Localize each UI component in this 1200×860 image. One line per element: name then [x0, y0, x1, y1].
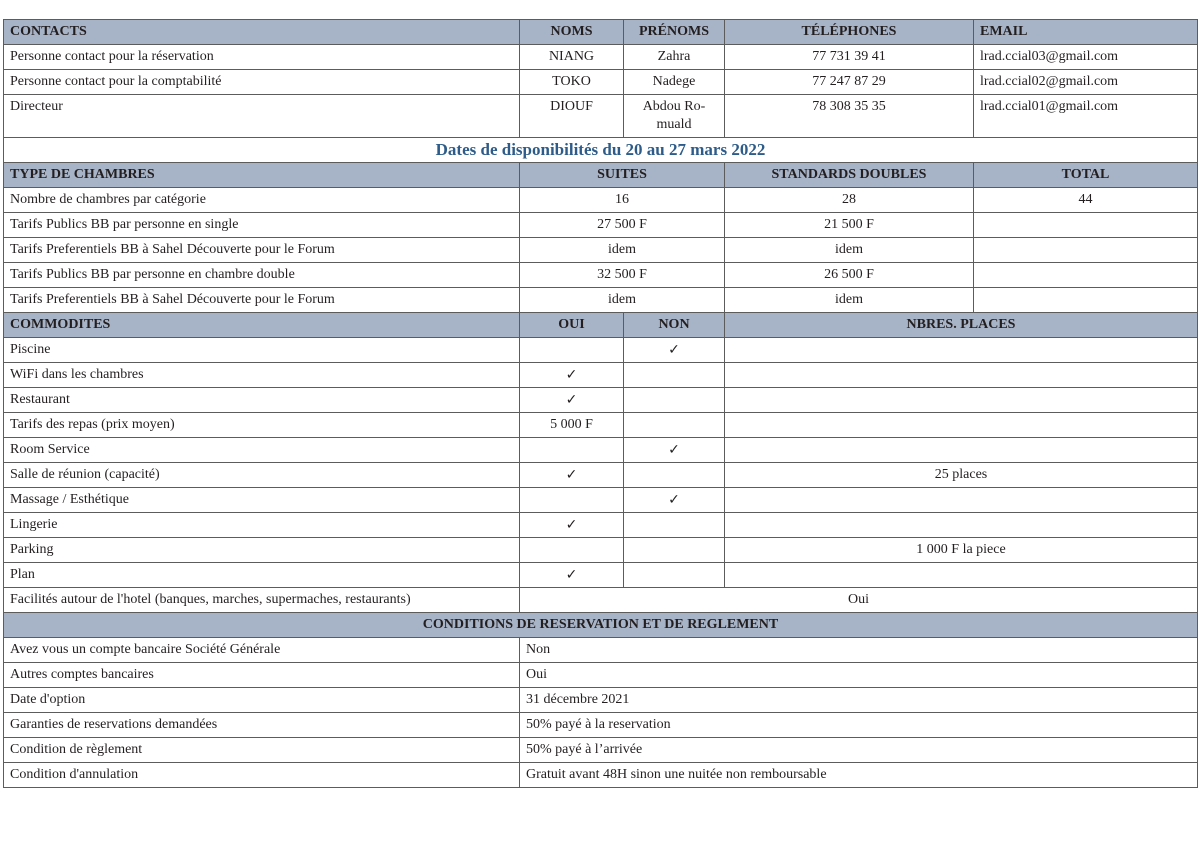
amenity-non: ✓ — [624, 338, 725, 363]
amenity-row — [4, 463, 1198, 488]
room-suites: 16 — [520, 188, 725, 213]
amenity-non — [624, 388, 725, 413]
contact-nom: TOKO — [520, 70, 624, 95]
condition-label: Condition d'annulation — [4, 763, 520, 788]
amenity-non — [624, 513, 725, 538]
condition-value: 50% payé à l’arrivée — [520, 738, 1198, 763]
amenity-places: 1 000 F la piece — [725, 538, 1198, 563]
suites-header: SUITES — [520, 163, 725, 188]
room-row — [4, 188, 1198, 213]
amenity-places — [725, 363, 1198, 388]
room-label: Tarifs Preferentiels BB à Sahel Découverte pour le Forum — [4, 238, 520, 263]
condition-label: Condition de règlement — [4, 738, 520, 763]
places-header: NBRES. PLACES — [725, 313, 1198, 338]
amenity-non — [624, 563, 725, 588]
noms-header: NOMS — [520, 20, 624, 45]
amenity-non — [624, 363, 725, 388]
amenity-label: Piscine — [4, 338, 520, 363]
amenity-row — [4, 538, 1198, 563]
contact-phone: 77 247 87 29 — [725, 70, 974, 95]
room-type-header: TYPE DE CHAMBRES — [4, 163, 520, 188]
contact-row — [4, 45, 1198, 70]
condition-row — [4, 638, 1198, 663]
amenity-oui: ✓ — [520, 463, 624, 488]
amenity-label: Tarifs des repas (prix moyen) — [4, 413, 520, 438]
amenity-row — [4, 338, 1198, 363]
room-standards: 26 500 F — [725, 263, 974, 288]
contact-row — [4, 95, 1198, 138]
condition-value: 31 décembre 2021 — [520, 688, 1198, 713]
amenity-label: Salle de réunion (capacité) — [4, 463, 520, 488]
room-label: Nombre de chambres par catégorie — [4, 188, 520, 213]
room-row — [4, 263, 1198, 288]
condition-label: Autres comptes bancaires — [4, 663, 520, 688]
contact-role: Personne contact pour la comptabilité — [4, 70, 520, 95]
condition-value: Non — [520, 638, 1198, 663]
availability-title: Dates de disponibilités du 20 au 27 mars 2022 — [4, 138, 1198, 163]
amenity-label: Lingerie — [4, 513, 520, 538]
contact-phone: 77 731 39 41 — [725, 45, 974, 70]
amenity-oui — [520, 338, 624, 363]
room-standards: idem — [725, 288, 974, 313]
condition-label: Avez vous un compte bancaire Société Générale — [4, 638, 520, 663]
room-total: 44 — [974, 188, 1198, 213]
amenity-non — [624, 538, 725, 563]
amenity-places — [725, 438, 1198, 463]
amenity-label: Massage / Esthétique — [4, 488, 520, 513]
contact-row — [4, 70, 1198, 95]
amenity-non: ✓ — [624, 488, 725, 513]
amenity-oui: ✓ — [520, 363, 624, 388]
total-header: TOTAL — [974, 163, 1198, 188]
amenity-row — [4, 488, 1198, 513]
amenity-places — [725, 488, 1198, 513]
room-suites: idem — [520, 288, 725, 313]
room-row — [4, 238, 1198, 263]
conditions-header: CONDITIONS DE RESERVATION ET DE REGLEMENT — [4, 613, 1198, 638]
amenity-row — [4, 413, 1198, 438]
condition-label: Garanties de reservations demandées — [4, 713, 520, 738]
amenity-label: Plan — [4, 563, 520, 588]
contact-email: lrad.ccial01@gmail.com — [974, 95, 1198, 138]
room-standards: 21 500 F — [725, 213, 974, 238]
amenity-places — [725, 388, 1198, 413]
room-suites: 32 500 F — [520, 263, 725, 288]
conditions-header-row — [4, 613, 1198, 638]
standards-header: STANDARDS DOUBLES — [725, 163, 974, 188]
contact-phone: 78 308 35 35 — [725, 95, 974, 138]
amenity-places — [725, 413, 1198, 438]
amenity-row — [4, 563, 1198, 588]
amenity-oui: ✓ — [520, 513, 624, 538]
non-header: NON — [624, 313, 725, 338]
room-label: Tarifs Publics BB par personne en chambre double — [4, 263, 520, 288]
rooms-header-row — [4, 163, 1198, 188]
contact-role: Directeur — [4, 95, 520, 138]
oui-header: OUI — [520, 313, 624, 338]
room-total — [974, 288, 1198, 313]
telephones-header: TÉLÉPHONES — [725, 20, 974, 45]
contact-email: lrad.ccial03@gmail.com — [974, 45, 1198, 70]
availability-row — [4, 138, 1198, 163]
room-row — [4, 213, 1198, 238]
amenity-row — [4, 513, 1198, 538]
room-suites: 27 500 F — [520, 213, 725, 238]
contacts-header-row — [4, 20, 1198, 45]
amenity-label: Parking — [4, 538, 520, 563]
room-suites: idem — [520, 238, 725, 263]
condition-row — [4, 763, 1198, 788]
condition-row — [4, 663, 1198, 688]
amenity-row — [4, 388, 1198, 413]
condition-row — [4, 688, 1198, 713]
amenity-oui — [520, 488, 624, 513]
room-total — [974, 213, 1198, 238]
amenity-places — [725, 563, 1198, 588]
amenity-oui: ✓ — [520, 388, 624, 413]
contact-nom: NIANG — [520, 45, 624, 70]
amenity-row — [4, 363, 1198, 388]
contact-email: lrad.ccial02@gmail.com — [974, 70, 1198, 95]
amenities-header: COMMODITES — [4, 313, 520, 338]
amenity-oui: 5 000 F — [520, 413, 624, 438]
facilities-value: Oui — [520, 588, 1198, 613]
amenity-row — [4, 438, 1198, 463]
amenity-label: Restaurant — [4, 388, 520, 413]
contact-nom: DIOUF — [520, 95, 624, 138]
condition-value: 50% payé à la reservation — [520, 713, 1198, 738]
condition-row — [4, 738, 1198, 763]
room-standards: 28 — [725, 188, 974, 213]
hotel-info-sheet — [3, 19, 1198, 788]
room-standards: idem — [725, 238, 974, 263]
room-total — [974, 263, 1198, 288]
prenoms-header: PRÉNOMS — [624, 20, 725, 45]
amenity-non — [624, 413, 725, 438]
condition-value: Gratuit avant 48H sinon une nuitée non remboursable — [520, 763, 1198, 788]
facilities-label: Facilités autour de l'hotel (banques, marches, supermaches, restaurants) — [4, 588, 520, 613]
amenity-label: Room Service — [4, 438, 520, 463]
contact-prenom: Nadege — [624, 70, 725, 95]
condition-label: Date d'option — [4, 688, 520, 713]
amenity-oui: ✓ — [520, 563, 624, 588]
amenity-label: WiFi dans les chambres — [4, 363, 520, 388]
amenity-non: ✓ — [624, 438, 725, 463]
room-total — [974, 238, 1198, 263]
amenities-header-row — [4, 313, 1198, 338]
room-label: Tarifs Publics BB par personne en single — [4, 213, 520, 238]
email-header: EMAIL — [974, 20, 1198, 45]
contact-prenom: Zahra — [624, 45, 725, 70]
facilities-row — [4, 588, 1198, 613]
room-row — [4, 288, 1198, 313]
amenity-places — [725, 513, 1198, 538]
amenity-places — [725, 338, 1198, 363]
condition-row — [4, 713, 1198, 738]
contacts-header: CONTACTS — [4, 20, 520, 45]
room-label: Tarifs Preferentiels BB à Sahel Découverte pour le Forum — [4, 288, 520, 313]
amenity-places: 25 places — [725, 463, 1198, 488]
contact-prenom: Abdou Ro- muald — [624, 95, 725, 138]
contact-role: Personne contact pour la réservation — [4, 45, 520, 70]
amenity-oui — [520, 538, 624, 563]
amenity-non — [624, 463, 725, 488]
condition-value: Oui — [520, 663, 1198, 688]
amenity-oui — [520, 438, 624, 463]
